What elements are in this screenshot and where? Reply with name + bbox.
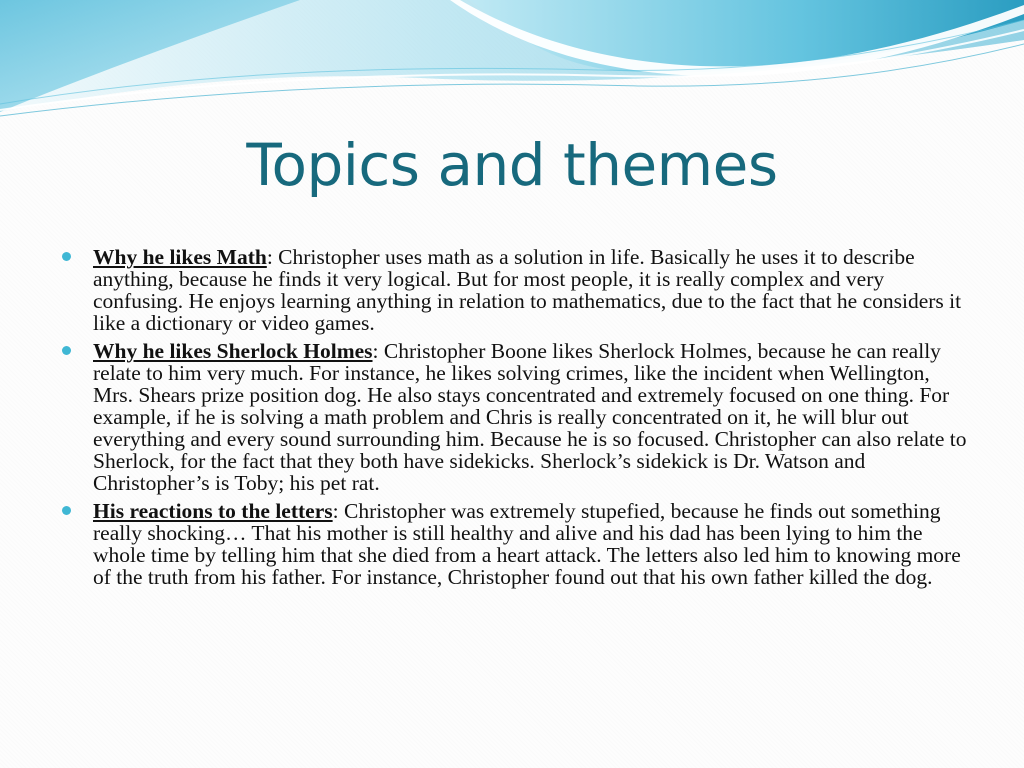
bullet-topic: Why he likes Sherlock Holmes bbox=[93, 339, 373, 363]
bullet-list bbox=[58, 246, 970, 594]
bullet-topic: His reactions to the letters bbox=[93, 499, 333, 523]
bullet-text: : Christopher was extremely stupefied, because he finds out something really shocking… That his mother is still healthy and alive and his dad has been lying to him the whole time by telling him that she died from a heart attack. The letters also led him to knowing more of the truth from his father. For instance, Christopher found out that his own father killed the dog. bbox=[93, 499, 961, 589]
bullet-text: : Christopher Boone likes Sherlock Holmes, because he can really relate to him very much. For instance, he likes solving crimes, like the incident when Wellington, Mrs. Shears prize position dog. He also stays concentrated and extremely focused on one thing. For example, if he is solving a math problem and Chris is really concentrated on it, he will blur out everything and every sound surrounding him. Because he is so focused. Christopher can also relate to Sherlock, for the fact that they both have sidekicks. Sherlock’s sidekick is Dr. Watson and Christopher’s is Toby; his pet rat. bbox=[93, 339, 967, 495]
bullet-icon bbox=[62, 346, 71, 355]
bullet-item-sherlock bbox=[58, 340, 970, 494]
bullet-text: : Christopher uses math as a solution in life. Basically he uses it to describe anything, because he finds it very logical. But for most people, it is really complex and very confusing. He enjoys learning anything in relation to mathematics, due to the fact that he considers it like a dictionary or video games. bbox=[93, 245, 962, 335]
bullet-item-letters bbox=[58, 500, 970, 588]
bullet-icon bbox=[62, 252, 71, 261]
bullet-item-math bbox=[58, 246, 970, 334]
header-wave-decoration bbox=[0, 0, 1024, 125]
bullet-topic: Why he likes Math bbox=[93, 245, 267, 269]
slide-title: Topics and themes bbox=[246, 131, 778, 199]
bullet-icon bbox=[62, 506, 71, 515]
